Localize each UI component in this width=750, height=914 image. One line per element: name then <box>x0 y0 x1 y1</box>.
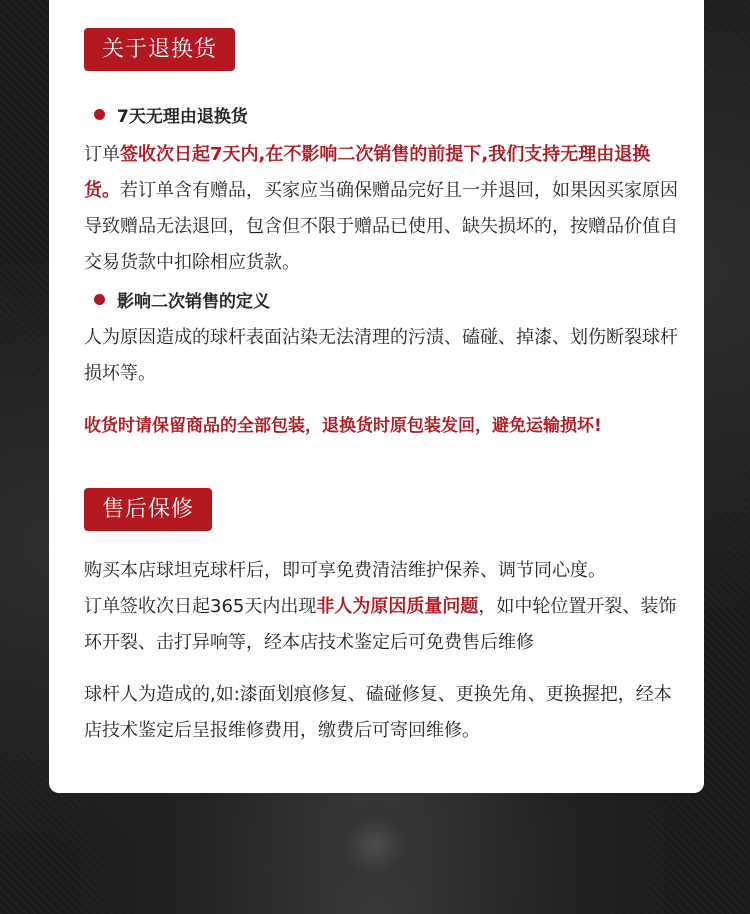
definition-paragraph: 人为原因造成的球杆表面沾染无法清理的污渍、磕碰、掉漆、划伤断裂球杆损坏等。 <box>84 327 678 384</box>
bullet-label: 7天无理由退换货 <box>117 106 248 127</box>
after-sales-paragraph-3: 球杆人为造成的,如:漆面划痕修复、磕碰修复、更换先角、更换握把，经本店技术鉴定后呈报维修费用，缴费后可寄回维修。 <box>84 684 672 741</box>
after-sales-badge: 售后保修 <box>84 488 212 531</box>
para-rest: ，如中轮位置开裂、装饰环开裂、击打异响等，经本店技术鉴定后可免费售后维修 <box>84 596 677 653</box>
return-policy-badge: 关于退换货 <box>84 28 235 71</box>
bullet-label: 影响二次销售的定义 <box>117 291 270 312</box>
after-sales-paragraph-1: 购买本店球坦克球杆后，即可享免费清洁维护保养、调节同心度。 <box>84 560 606 581</box>
after-sales-paragraph-2 <box>84 589 684 661</box>
para-prefix: 订单 <box>84 144 120 165</box>
bullet-secondary-sale-definition <box>94 286 270 312</box>
para-rest: 若订单含有赠品，买家应当确保赠品完好且一并退回，如果因买家原因导致赠品无法退回，包含但不限于赠品已使用、缺失损坏的，按赠品价值自交易货款中扣除相应货款。 <box>84 180 678 273</box>
bullet-seven-day-return <box>94 101 248 127</box>
bullet-dot-icon <box>94 294 105 305</box>
para-highlight: 签收次日起7天内,在不影响二次销售的前提下,我们支持无理由退换货。 <box>84 144 651 201</box>
decorative-emblem <box>300 800 450 914</box>
packaging-warning: 收货时请保留商品的全部包装，退换货时原包装发回，避免运输损坏! <box>84 416 602 436</box>
bullet-dot-icon <box>94 109 105 120</box>
para-prefix: 订单签收次日起365天内出现 <box>84 596 317 617</box>
para-highlight: 非人为原因质量问题 <box>316 596 479 617</box>
return-policy-paragraph <box>84 137 684 281</box>
